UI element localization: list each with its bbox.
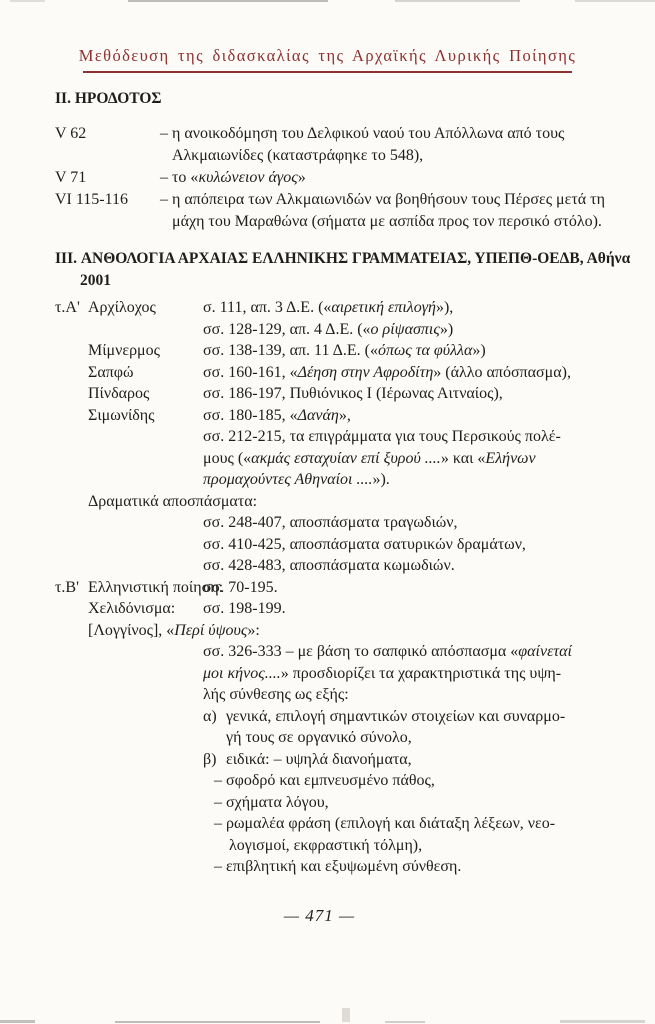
text-segment: σσ. 138-139, απ. 11 Δ.Ε. («	[203, 342, 378, 359]
text-line	[0, 706, 655, 728]
volume-label: τ.Β'	[55, 578, 79, 596]
text-segment: σσ. 326-333 – με βάση το σαπφικό απόσπασμα «	[203, 643, 519, 660]
line-content	[203, 297, 453, 319]
author-name: Πίνδαρος	[88, 385, 150, 402]
text-segment: σσ. 212-215, τα επιγράμματα για τους Περσικούς πολέ-	[203, 428, 561, 445]
line-content	[226, 706, 565, 728]
author-name: Δραματικά αποσπάσματα:	[88, 492, 258, 510]
scan-artifact	[342, 1008, 350, 1022]
text-line	[0, 362, 655, 384]
text-segment: αιρετική επιλογή	[331, 299, 436, 316]
text-segment: – το «	[160, 169, 199, 186]
line-content	[203, 641, 572, 663]
text-line	[0, 792, 655, 814]
text-segment: φαίνεταί	[518, 643, 572, 660]
line-content	[203, 684, 349, 706]
author-name: Αρχίλοχος	[88, 299, 156, 316]
text-segment: μους («	[203, 449, 252, 467]
text-segment: όπως τα φύλλα	[377, 342, 473, 359]
text-line	[0, 189, 655, 211]
line-content	[214, 856, 461, 878]
text-segment: – σφοδρό και εμπνευσμένο πάθος,	[214, 772, 435, 789]
text-segment: σσ. 128-129, απ. 4 Δ.Ε. («	[203, 320, 371, 338]
text-line	[0, 749, 655, 771]
text-line	[0, 770, 655, 792]
line-content	[203, 598, 286, 620]
text-segment: – ρωμαλέα φράση (επιλογή και διάταξη λέξεων, νεο-	[214, 815, 556, 832]
line-content	[203, 534, 526, 556]
line-content	[203, 383, 503, 405]
text-line	[0, 512, 655, 534]
line-content	[160, 123, 564, 145]
line-content	[203, 319, 453, 341]
text-segment: λογισμοί, εκφραστική τόλμη),	[229, 836, 423, 854]
scan-artifact	[0, 1020, 35, 1023]
text-segment: – επιβλητική και εξυψωμένη σύνθεση.	[214, 858, 462, 875]
line-content	[226, 749, 412, 771]
page-number: — 471 —	[283, 906, 356, 925]
scan-artifact	[10, 0, 45, 2]
text-segment: Αλκμαιωνίδες (καταστράφηκε το 548),	[172, 147, 424, 164]
line-content	[203, 512, 458, 534]
reference-label: VI 115-116	[55, 191, 129, 208]
text-line	[0, 123, 655, 145]
text-line	[0, 491, 655, 513]
text-segment: »	[297, 169, 306, 186]
text-segment: »)	[472, 342, 486, 359]
scan-artifact	[128, 0, 328, 2]
section-heading-anthology-line1: III. ΑΝΘΟΛΟΓΙΑ ΑΡΧΑΙΑΣ ΕΛΛΗΝΙΚΗΣ ΓΡΑΜΜΑΤΕΙΑΣ, ΥΠΕΠΘ-ΟΕΔΒ, Αθήνα	[55, 250, 631, 267]
scan-artifact	[385, 1021, 425, 1023]
text-line	[0, 856, 655, 878]
list-marker: α)	[203, 707, 217, 725]
text-line	[0, 383, 655, 405]
text-line	[0, 835, 655, 857]
line-content	[203, 577, 278, 599]
line-content	[203, 405, 351, 427]
author-name: Χελιδόνισμα:	[88, 600, 176, 617]
text-line	[0, 813, 655, 835]
line-content	[172, 145, 423, 167]
text-line	[0, 167, 655, 189]
line-content	[160, 167, 306, 189]
text-segment: »),	[435, 299, 454, 316]
text-segment: προμαχούντες Αθηναίοι ....	[203, 471, 373, 488]
text-segment: Δέηση στην Αφροδίτη	[297, 363, 434, 381]
text-segment: »).	[372, 471, 390, 488]
text-segment: » προσδιορίζει τα χαρακτηριστικά της υψη-	[280, 664, 562, 682]
text-segment: γενικά, επιλογή σημαντικών στοιχείων και συναρμο-	[226, 707, 566, 725]
line-content	[172, 211, 602, 233]
reference-label: V 71	[55, 169, 87, 186]
line-content	[226, 727, 412, 749]
author-name: Ελληνιστική ποίηση:	[88, 578, 224, 596]
text-segment: Δανάη	[297, 406, 339, 424]
text-line	[0, 684, 655, 706]
text-segment: » (άλλο απόσπασμα),	[433, 363, 571, 381]
text-line	[0, 555, 655, 577]
text-line	[0, 405, 655, 427]
text-segment: – η απόπειρα των Αλκμαιωνιδών να βοηθήσουν τους Πέρσες μετά τη	[160, 191, 605, 208]
text-segment: γή τους σε οργανικό σύνολο,	[226, 729, 412, 746]
text-segment: ο ρίψασπις	[370, 320, 440, 338]
title-underline	[83, 71, 572, 73]
text-line	[0, 426, 655, 448]
text-line	[0, 727, 655, 749]
line-content	[203, 663, 561, 685]
line-content	[203, 426, 561, 448]
text-line	[0, 319, 655, 341]
text-line	[0, 297, 655, 319]
text-segment: [Λογγίνος], «	[88, 621, 175, 639]
text-segment: »)	[439, 320, 454, 338]
author-name: Σαπφώ	[88, 363, 134, 381]
author-name: Σιμωνίδης	[88, 406, 155, 424]
text-segment: σσ. 70-195.	[203, 578, 278, 596]
text-line	[0, 448, 655, 470]
text-segment: σσ. 160-161, «	[203, 363, 298, 381]
text-segment: ακμάς εσταχυίαν επί ξυρού ....	[251, 449, 441, 467]
text-segment: Ελήνων	[485, 449, 536, 467]
scan-artifact	[395, 0, 520, 2]
line-content	[203, 448, 536, 470]
line-content	[214, 770, 435, 792]
line-content	[203, 340, 486, 362]
text-segment: ειδικά: – υψηλά διανοήματα,	[226, 750, 412, 768]
text-segment: – σχήματα λόγου,	[214, 793, 329, 811]
scan-artifact	[560, 1020, 645, 1023]
line-content	[229, 835, 422, 857]
text-segment: μοι κήνος....	[203, 664, 281, 682]
text-segment: σσ. 180-185, «	[203, 406, 298, 424]
text-line	[0, 598, 655, 620]
text-segment: μάχη του Μαραθώνα (σήματα με ασπίδα προς τον περσικό στόλο).	[172, 213, 602, 230]
text-segment: σσ. 410-425, αποσπάσματα σατυρικών δραμάτων,	[203, 535, 526, 553]
text-segment: »,	[338, 406, 351, 424]
reference-label: V 62	[55, 125, 87, 142]
author-name: Μίμνερμος	[88, 342, 160, 359]
text-line	[0, 620, 655, 642]
line-content	[214, 792, 329, 814]
list-marker: β)	[203, 750, 217, 768]
section-heading-herodotus: II. ΗΡΟΔΟΤΟΣ	[55, 90, 162, 107]
volume-label: τ.Α'	[55, 299, 80, 316]
text-line	[0, 340, 655, 362]
text-segment: » και «	[440, 449, 486, 467]
text-segment: κυλώνειον άγος	[198, 169, 298, 186]
text-line	[0, 145, 655, 167]
text-line	[0, 577, 655, 599]
text-line	[0, 469, 655, 491]
scan-artifact	[575, 0, 655, 2]
text-segment: σσ. 198-199.	[203, 600, 286, 617]
line-content	[203, 555, 455, 577]
text-segment: σσ. 248-407, αποσπάσματα τραγωδιών,	[203, 514, 458, 531]
text-segment: σσ. 186-197, Πυθιόνικος Ι (Ιέρωνας Αιτναίος),	[203, 385, 503, 402]
line-content	[203, 362, 571, 384]
text-segment: σ. 111, απ. 3 Δ.Ε. («	[203, 299, 332, 316]
text-line	[0, 211, 655, 233]
text-segment: σσ. 428-483, αποσπάσματα κωμωδιών.	[203, 557, 455, 574]
text-line	[0, 534, 655, 556]
text-segment: Περί ύψους	[174, 621, 248, 639]
text-line	[0, 641, 655, 663]
line-content	[214, 813, 555, 835]
author-name	[88, 620, 260, 642]
text-segment: »:	[247, 621, 260, 639]
text-segment: – η ανοικοδόμηση του Δελφικού ναού του Απόλλωνα από τους	[160, 125, 565, 142]
line-content	[160, 189, 605, 211]
line-content	[203, 469, 390, 491]
scan-artifact	[115, 1021, 320, 1023]
page-title: Μεθόδευση της διδασκαλίας της Αρχαϊκής Λυρικής Ποίησης	[78, 46, 577, 65]
text-line	[0, 663, 655, 685]
text-segment: λής σύνθεσης ως εξής:	[203, 686, 349, 703]
section-heading-anthology-line2: 2001	[80, 272, 111, 289]
